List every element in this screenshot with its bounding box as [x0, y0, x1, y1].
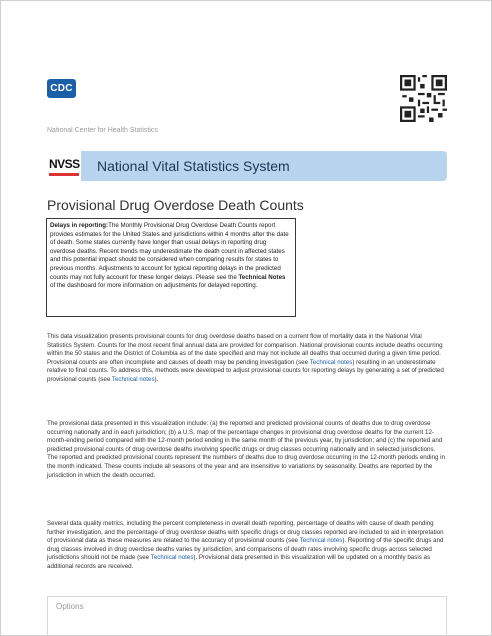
- para1-text-2: ) resulting in an underestimate relative to final counts. To address this, methods were developed to adjust provisional counts for reporting delays by generating a set of predicted provisional counts (see: [47, 358, 444, 383]
- nvss-logo-text: NVSS: [49, 157, 80, 171]
- notice-technical-notes: Technical Notes: [238, 273, 286, 281]
- technical-notes-link[interactable]: Technical notes: [150, 554, 194, 562]
- page-title: Provisional Drug Overdose Death Counts: [47, 197, 304, 213]
- technical-notes-link[interactable]: Technical notes: [111, 375, 155, 383]
- data-description-paragraph: The provisional data presented in this visualization include: (a) the reported and predicted provisional counts of deaths due to drug overdose occurring nationally and in each jurisdiction; (b) a U.S. map of the percentage changes in provisional drug overdose deaths for the current 12-month-ending period compared with the 12-month period ending in the same month of the previous year, by jurisdiction; and (c) the reported and predicted provisional counts of drug overdose deaths involving specific drugs or drug classes occurring nationally and in selected jurisdictions. The reported and predicted provisional counts represent the numbers of deaths due to drug overdose occurring in the 12-month periods ending in the month indicated. These counts include all seasons of the year and are insensitive to variations by seasonality. Deaths are reported by the jurisdiction in which the death occurred.: [47, 420, 445, 479]
- notice-lead: Delays in reporting:: [50, 222, 109, 229]
- nvss-logo-bar: [49, 173, 79, 176]
- qr-code-icon: [400, 75, 447, 122]
- technical-notes-link[interactable]: Technical notes: [309, 358, 353, 366]
- cdc-logo[interactable]: CDC: [47, 79, 76, 98]
- para1-text-3: ).: [154, 375, 159, 383]
- banner-title: National Vital Statistics System: [97, 158, 290, 174]
- center-label[interactable]: National Center for Health Statistics: [47, 127, 158, 134]
- options-panel[interactable]: [47, 596, 447, 636]
- nvss-logo: [47, 151, 81, 181]
- para1-text-1: This data visualization presents provisional counts for drug overdose deaths based on a current flow of mortality data in the National Vital Statistics System. Counts for the most recent final annual data are provided for comparison. National provisional counts include deaths occurring within the 50 states and the District of Columbia as of the date specified and may not include all deaths that occurred during a given time period. Provisional counts are often incomplete and causes of death may be pending investigation (see: [47, 333, 443, 366]
- notice-body-1: The Monthly Provisional Drug Overdose Death Counts report provides estimates for the United States and jurisdictions within 4 months after the date of death. Some states currently have longer than usual delays in reporting drug overdose deaths. Recent trends may underestimate the death count in affected states and this potential impact should be considered when comparing results for states to previous months. Adjustments to account for typical reporting delays in the predicted counts may not fully account for these longer delays. Please see the: [50, 222, 289, 281]
- options-label: Options: [56, 602, 84, 611]
- notice-body-2: of the dashboard for more information on adjustments for delayed reporting.: [50, 282, 258, 290]
- para3-text-1: Several data quality metrics, including the percent completeness in overall death reporting, percentage of deaths with cause of death pending further investigation, and the percentage of drug overdose deaths with specific drugs or drug classes reported are included to aid in interpretation of provisional data as these measures are related to the accuracy of provisional counts (see: [47, 520, 444, 545]
- para3-text-3: ). Provisional data presented in this visualization will be updated on a monthly basis as additional records are received.: [47, 554, 431, 570]
- data-quality-paragraph: [47, 520, 447, 572]
- technical-notes-link[interactable]: Technical notes: [299, 537, 343, 545]
- para3-text-2: ). Reporting of the specific drugs and drug classes involved in drug overdose deaths varies by jurisdiction, and comparisons of death rates involving specific drugs across selected jurisdictions should not be made (see: [47, 537, 444, 562]
- reporting-delay-notice: [46, 218, 296, 317]
- nvss-banner: [47, 151, 447, 181]
- intro-paragraph: [47, 333, 447, 385]
